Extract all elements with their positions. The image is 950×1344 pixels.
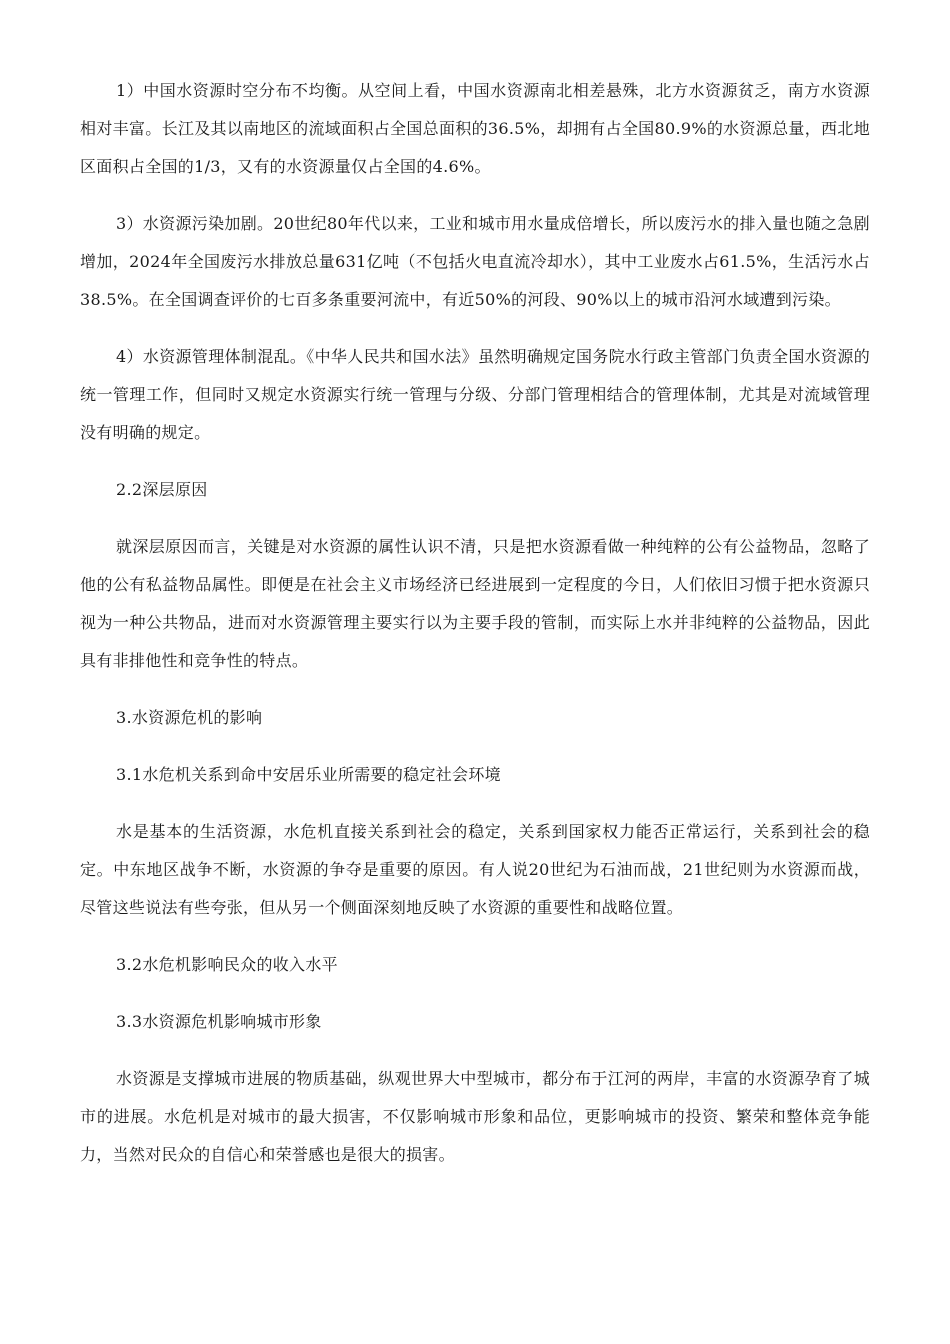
- paragraph-water-distribution: 1）中国水资源时空分布不均衡。从空间上看，中国水资源南北相差悬殊，北方水资源贫乏，南方水资源相对丰富。长江及其以南地区的流域面积占全国总面积的36.5%，却拥有占全国80.9%的水资源总量，西北地区面积占全国的1/3，又有的水资源量仅占全国的4.6%。: [80, 81, 870, 176]
- paragraph-water-pollution: 3）水资源污染加剧。20世纪80年代以来，工业和城市用水量成倍增长，所以废污水的排入量也随之急剧增加，2024年全国废污水排放总量631亿吨（不包括火电直流冷却水），其中工业废水占61.5%，生活污水占38.5%。在全国调查评价的七百多条重要河流中，有近50%的河段、90%以上的城市沿河水域遭到污染。: [80, 214, 870, 309]
- section-heading-crisis-impact: 3.水资源危机的影响: [116, 708, 263, 727]
- paragraph-city-image: 水资源是支撑城市进展的物质基础，纵观世界大中型城市，都分布于江河的两岸，丰富的水资源孕育了城市的进展。水危机是对城市的最大损害，不仅影响城市形象和品位，更影响城市的投资、繁荣和整体竞争能力，当然对民众的自信心和荣誉感也是很大的损害。: [80, 1069, 870, 1164]
- section-heading-deep-causes: 2.2深层原因: [116, 480, 208, 499]
- document-page: [80, 72, 870, 1193]
- paragraph-management-system: 4）水资源管理体制混乱。《中华人民共和国水法》虽然明确规定国务院水行政主管部门负责全国水资源的统一管理工作，但同时又规定水资源实行统一管理与分级、分部门管理相结合的管理体制，尤其是对流域管理没有明确的规定。: [80, 347, 870, 442]
- paragraph-social-stability: 水是基本的生活资源，水危机直接关系到社会的稳定，关系到国家权力能否正常运行，关系到社会的稳定。中东地区战争不断，水资源的争夺是重要的原因。有人说20世纪为石油而战，21世纪则为水资源而战，尽管这些说法有些夸张，但从另一个侧面深刻地反映了水资源的重要性和战略位置。: [80, 822, 870, 917]
- subsection-heading-city-image: 3.3水资源危机影响城市形象: [116, 1012, 322, 1031]
- paragraph-deep-causes: 就深层原因而言，关键是对水资源的属性认识不清，只是把水资源看做一种纯粹的公有公益物品，忽略了他的公有私益物品属性。即便是在社会主义市场经济已经进展到一定程度的今日，人们依旧习惯于把水资源只视为一种公共物品，进而对水资源管理主要实行以为主要手段的管制，而实际上水并非纯粹的公益物品，因此具有非排他性和竞争性的特点。: [80, 537, 870, 670]
- subsection-heading-social-stability: 3.1水危机关系到命中安居乐业所需要的稳定社会环境: [116, 765, 501, 784]
- subsection-heading-income: 3.2水危机影响民众的收入水平: [116, 955, 338, 974]
